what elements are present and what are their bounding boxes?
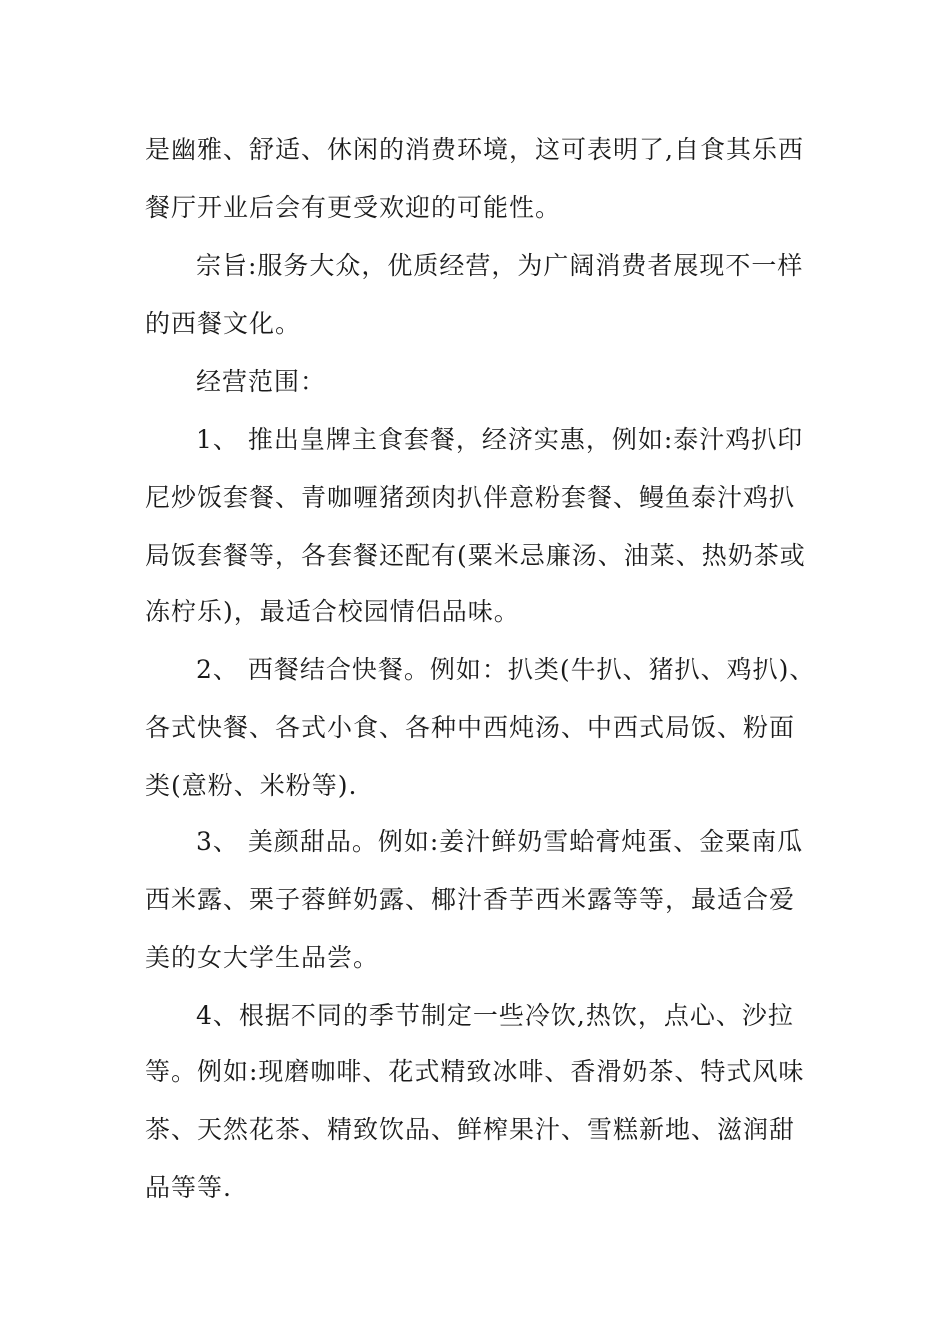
text-line: 宗旨:服务大众，优质经营，为广阔消费者展现不一样 [196,251,804,280]
list-item-2-line: 类(意粉、米粉等). [145,771,358,800]
list-item-4-line: 等。例如:现磨咖啡、花式精致冰啡、香滑奶茶、特式风味 [145,1057,805,1086]
list-item-4-line: 4、根据不同的季节制定一些冷饮,热饮，点心、沙拉 [196,1001,794,1030]
list-item-2-line: 2、 西餐结合快餐。例如：扒类(牛扒、猪扒、鸡扒)、 [196,655,816,684]
text-line: 的西餐文化。 [145,309,302,338]
list-item-1-line: 尼炒饭套餐、青咖喱猪颈肉扒伴意粉套餐、鳗鱼泰汁鸡扒 [145,483,796,512]
list-item-4-line: 品等等. [145,1173,232,1202]
list-item-3-line: 美的女大学生品尝。 [145,943,380,972]
list-item-3-line: 西米露、栗子蓉鲜奶露、椰汁香芋西米露等等，最适合爱 [145,885,796,914]
list-item-1-line: 局饭套餐等，各套餐还配有(粟米忌廉汤、油菜、热奶茶或 [145,541,806,570]
list-item-1-line: 1、 推出皇牌主食套餐，经济实惠，例如:泰汁鸡扒印 [196,425,804,454]
list-item-1-line: 冻柠乐)，最适合校园情侣品味。 [145,597,520,626]
text-line: 是幽雅、舒适、休闲的消费环境，这可表明了,自食其乐西 [145,135,804,164]
list-item-4-line: 茶、天然花茶、精致饮品、鲜榨果汁、雪糕新地、滋润甜 [145,1115,796,1144]
list-item-2-line: 各式快餐、各式小食、各种中西炖汤、中西式局饭、粉面 [145,713,796,742]
section-heading: 经营范围： [196,367,327,396]
list-item-3-line: 3、 美颜甜品。例如:姜汁鲜奶雪蛤膏炖蛋、金粟南瓜 [196,827,804,856]
text-line: 餐厅开业后会有更受欢迎的可能性。 [145,193,562,222]
